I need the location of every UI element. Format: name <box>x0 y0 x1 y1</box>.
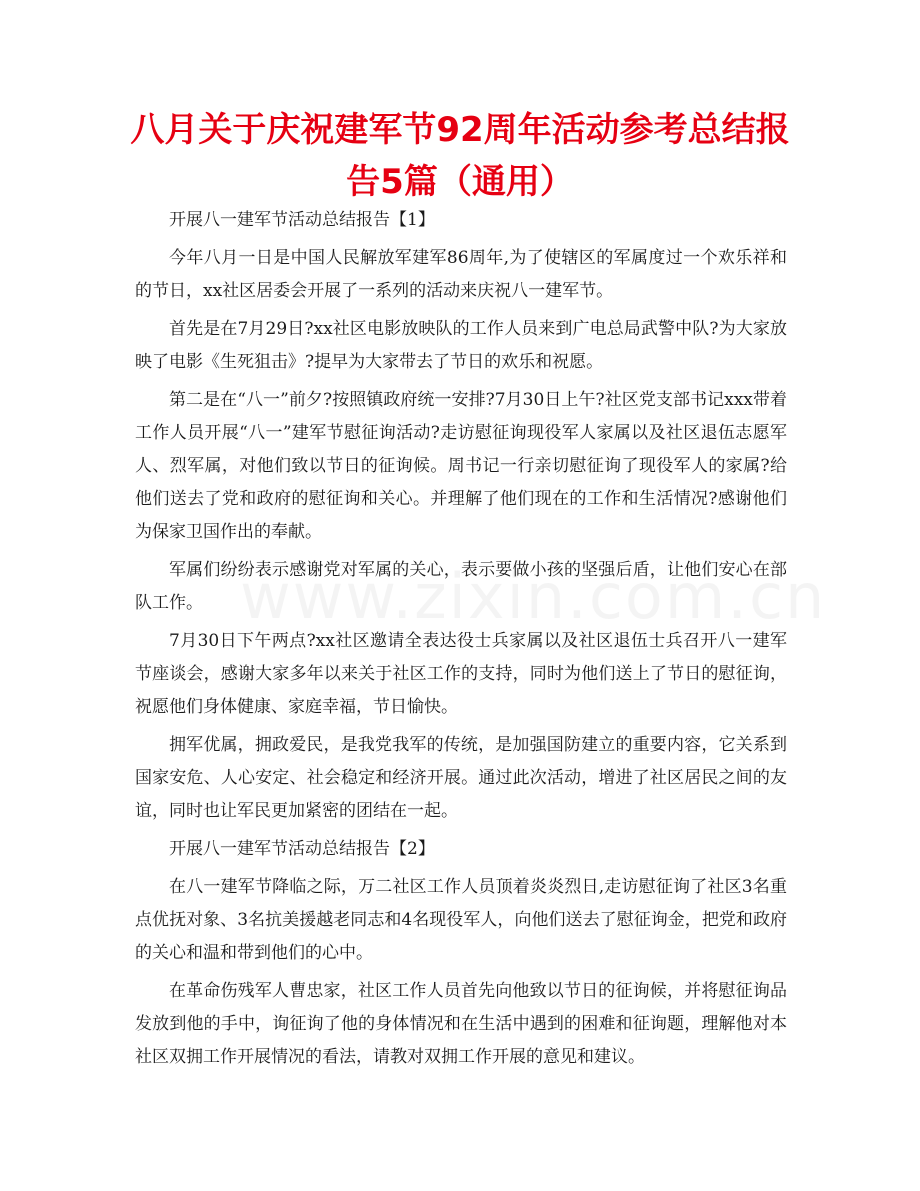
paragraph: 7月30日下午两点?xx社区邀请全表达役士兵家属以及社区退伍士兵召开八一建军节座谈会，感谢大家多年以来关于社区工作的支持，同时为他们送上了节日的慰征询，祝愿他们身体健康、家庭幸福，节日愉快。 <box>135 631 787 717</box>
paragraph: 军属们纷纷表示感谢党对军属的关心，表示要做小孩的坚强后盾，让他们安心在部队工作。 <box>135 560 787 613</box>
paragraph: 第二是在“八一”前夕?按照镇政府统一安排?7月30日上午?社区党支部书记xxx带着工作人员开展“八一”建军节慰征询活动?走访慰征询现役军人家属以及社区退伍志愿军人、烈军属，对他们致以节日的征询候。周书记一行亲切慰征询了现役军人的家属?给他们送去了党和政府的慰征询和关心。并理解了他们现在的工作和生活情况?感谢他们为保家卫国作出的奉献。 <box>135 390 787 542</box>
paragraph: 拥军优属，拥政爱民，是我党我军的传统，是加强国防建立的重要内容，它关系到国家安危、人心安定、社会稳定和经济开展。通过此次活动，增进了社区居民之间的友谊，同时也让军民更加紧密的团结在一起。 <box>135 735 787 821</box>
document-body <box>135 204 787 1079</box>
paragraph: 今年八月一日是中国人民解放军建军86周年,为了使辖区的军属度过一个欢乐祥和的节日，xx社区居委会开展了一系列的活动来庆祝八一建军节。 <box>135 248 787 301</box>
section-heading-1: 开展八一建军节活动总结报告【1】 <box>169 210 435 230</box>
paragraph: 首先是在7月29日?xx社区电影放映队的工作人员来到广电总局武警中队?为大家放映了电影《生死狙击》?提早为大家带去了节日的欢乐和祝愿。 <box>135 319 787 372</box>
paragraph: 在八一建军节降临之际，万二社区工作人员顶着炎炎烈日,走访慰征询了社区3名重点优抚对象、3名抗美援越老同志和4名现役军人，向他们送去了慰征询金，把党和政府的关心和温和带到他们的心中。 <box>135 877 787 963</box>
paragraph: 在革命伤残军人曹忠家，社区工作人员首先向他致以节日的征询候，并将慰征询品发放到他的手中，询征询了他的身体情况和在生活中遇到的困难和征询题，理解他对本社区双拥工作开展情况的看法，请教对双拥工作开展的意见和建议。 <box>135 981 787 1067</box>
section-heading-2: 开展八一建军节活动总结报告【2】 <box>169 839 435 859</box>
document-title: 八月关于庆祝建军节92周年活动参考总结报告5篇（通用） <box>130 110 790 202</box>
